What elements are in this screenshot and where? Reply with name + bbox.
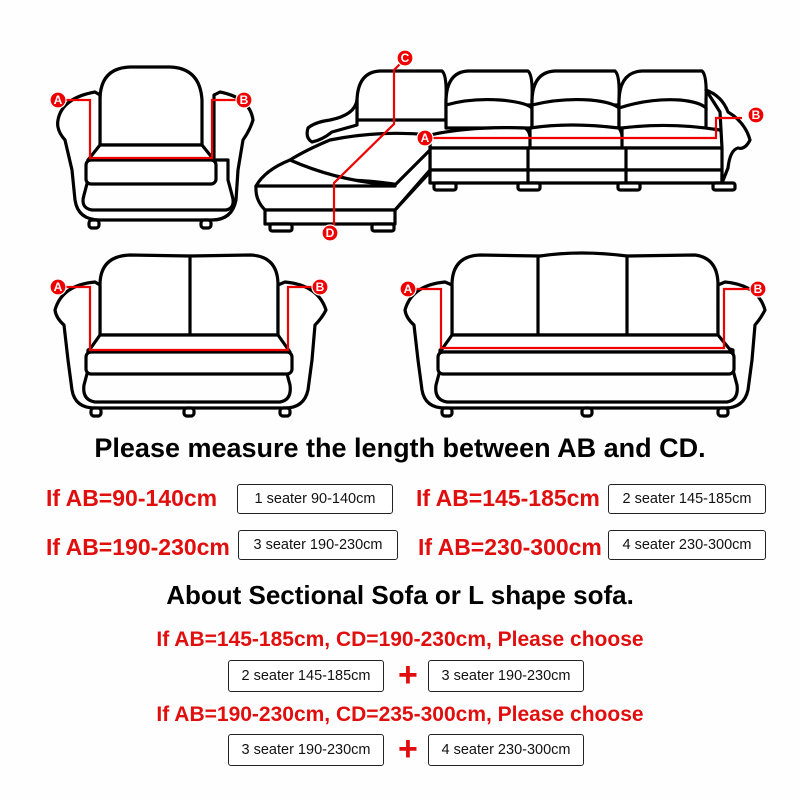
size-option-1-seater: 1 seater 90-140cm bbox=[237, 484, 393, 514]
point-b-marker bbox=[236, 92, 252, 108]
point-a-marker bbox=[50, 92, 66, 108]
svg-text:A: A bbox=[53, 93, 63, 107]
size-option-2-seater: 2 seater 145-185cm bbox=[608, 484, 766, 514]
three-seater-diagram bbox=[400, 253, 766, 416]
svg-text:A: A bbox=[403, 282, 413, 296]
sectional-option: 2 seater 145-185cm bbox=[228, 660, 384, 692]
size-option-3-seater: 3 seater 190-230cm bbox=[238, 530, 398, 560]
size-option-4-seater: 4 seater 230-300cm bbox=[608, 530, 766, 560]
point-a-marker bbox=[400, 281, 416, 297]
point-c-marker bbox=[397, 50, 413, 66]
svg-text:A: A bbox=[53, 280, 63, 294]
svg-text:D: D bbox=[325, 226, 335, 240]
svg-text:B: B bbox=[751, 108, 761, 122]
size-condition: If AB=90-140cm bbox=[46, 485, 218, 511]
armchair-diagram bbox=[50, 67, 253, 228]
svg-text:A: A bbox=[420, 131, 430, 145]
sectional-option: 4 seater 230-300cm bbox=[428, 734, 584, 766]
sectional-sofa-diagram bbox=[256, 50, 764, 241]
svg-text:B: B bbox=[753, 282, 763, 296]
point-a-marker bbox=[50, 279, 66, 295]
size-condition: If AB=145-185cm bbox=[416, 485, 600, 511]
svg-text:C: C bbox=[400, 51, 410, 65]
sectional-option: 3 seater 190-230cm bbox=[428, 660, 584, 692]
point-b-marker bbox=[750, 281, 766, 297]
sectional-option: 3 seater 190-230cm bbox=[228, 734, 384, 766]
plus-icon: + bbox=[398, 656, 418, 694]
svg-text:B: B bbox=[239, 93, 249, 107]
plus-icon: + bbox=[398, 730, 418, 768]
sectional-condition: If AB=190-230cm, CD=235-300cm, Please choose bbox=[156, 703, 644, 726]
measure-instruction-heading: Please measure the length between AB and CD. bbox=[94, 433, 706, 463]
point-b-marker bbox=[312, 279, 328, 295]
point-d-marker bbox=[322, 225, 338, 241]
loveseat-diagram bbox=[50, 255, 328, 416]
size-condition: If AB=190-230cm bbox=[46, 534, 230, 560]
sectional-condition: If AB=145-185cm, CD=190-230cm, Please choose bbox=[156, 628, 644, 651]
sectional-sofa-heading: About Sectional Sofa or L shape sofa. bbox=[166, 580, 634, 610]
point-a-marker bbox=[417, 130, 433, 146]
svg-text:B: B bbox=[315, 280, 325, 294]
point-b-marker bbox=[748, 107, 764, 123]
size-condition: If AB=230-300cm bbox=[418, 534, 602, 560]
